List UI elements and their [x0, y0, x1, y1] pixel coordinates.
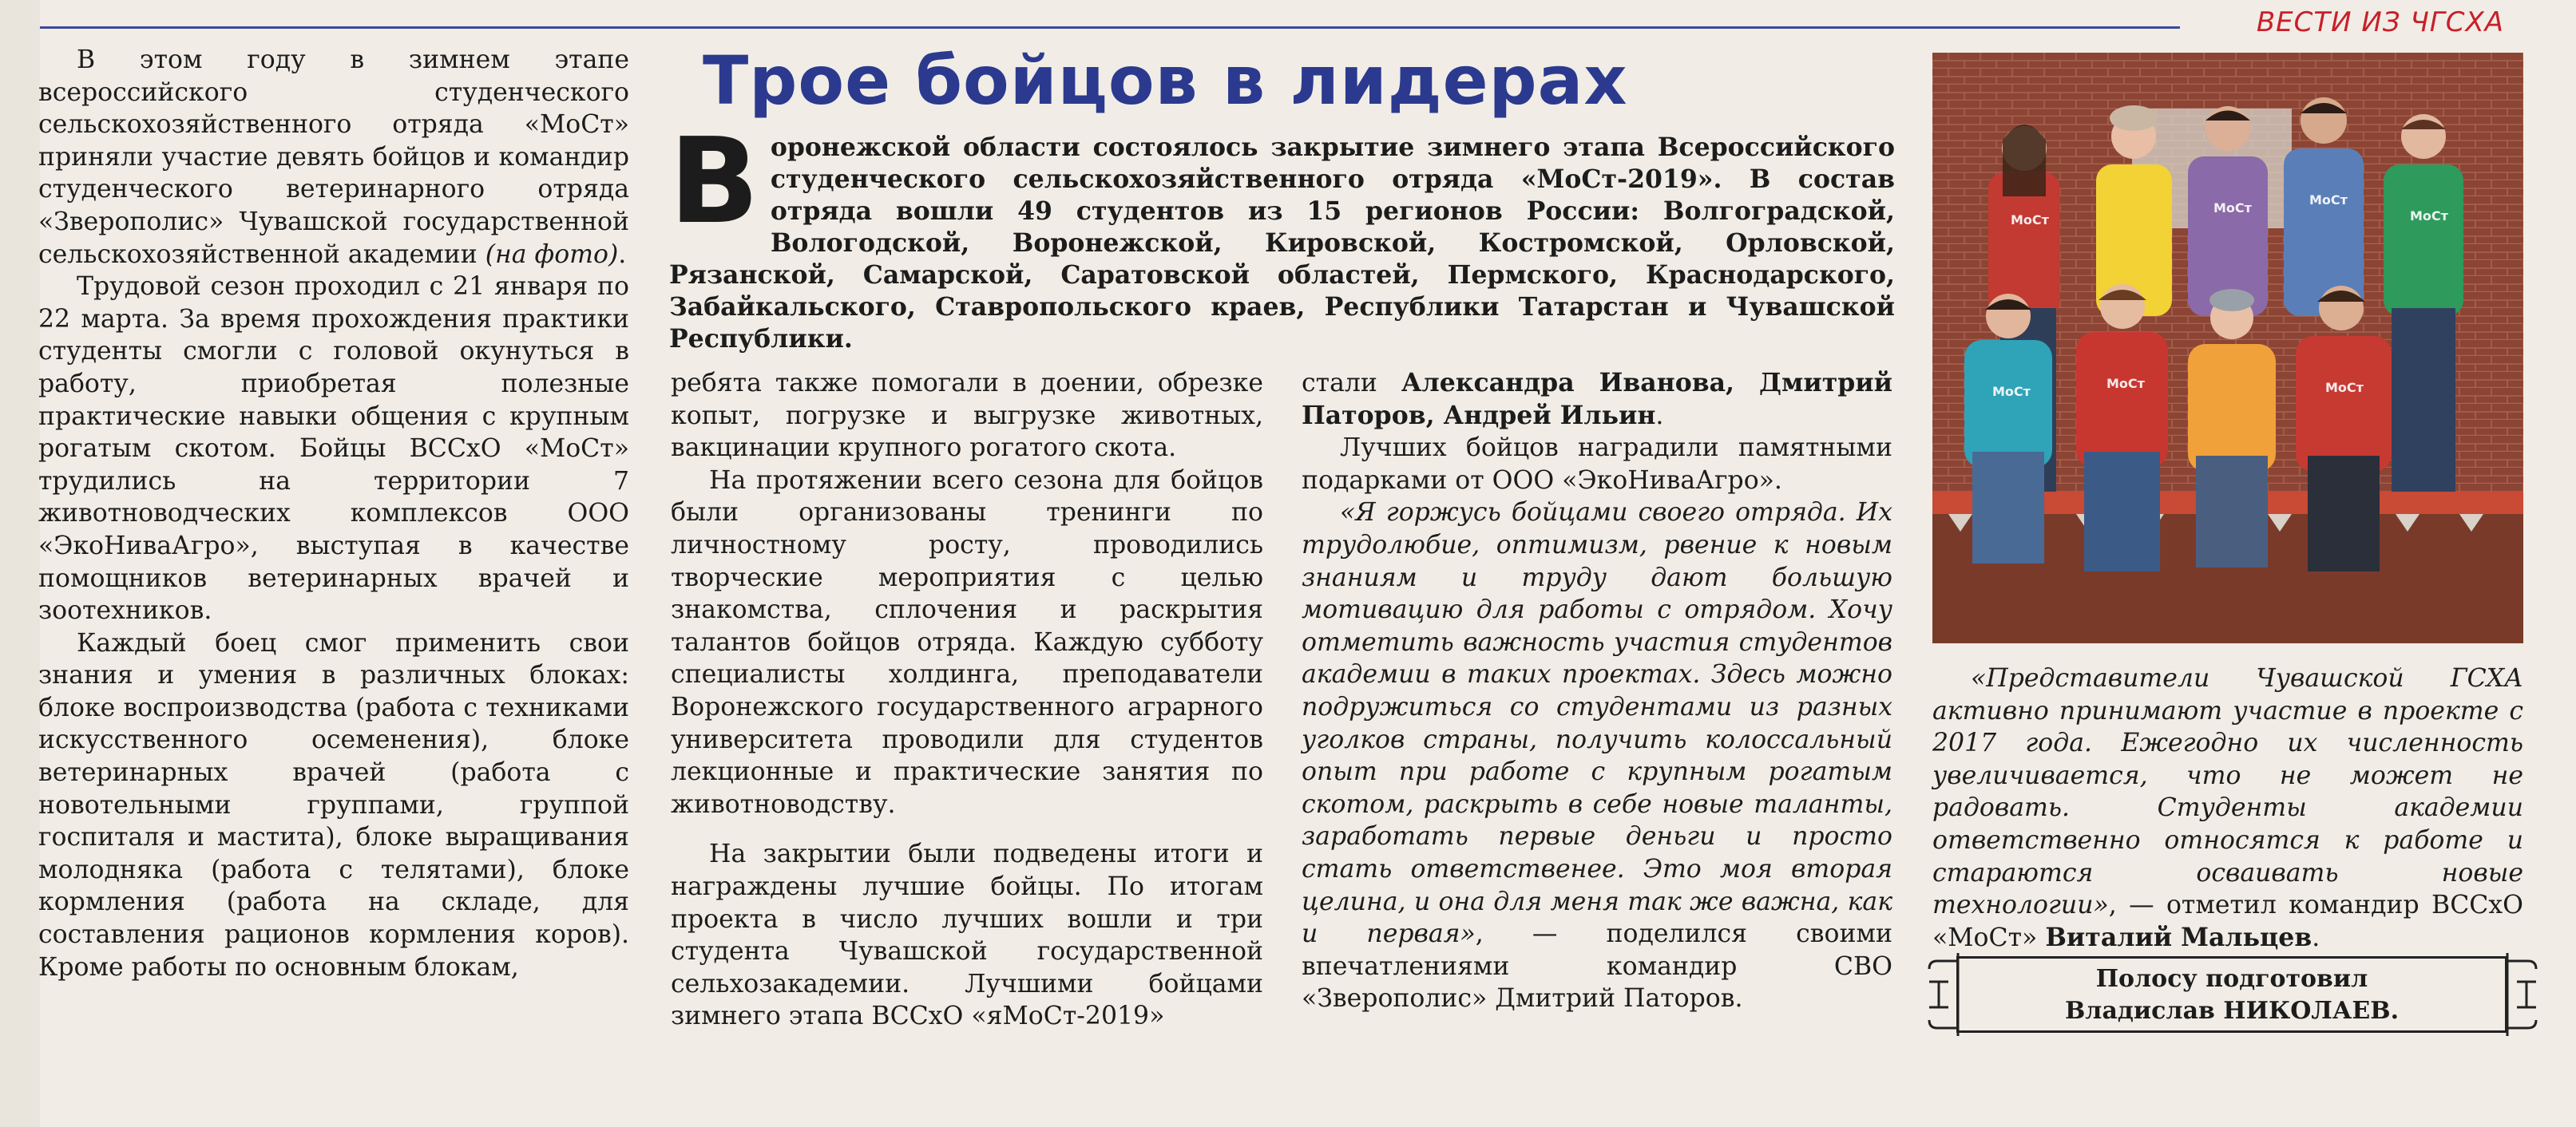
paragraph: «Я горжусь бойцами своего отряда. Их трудолюбие, оптимизм, рвение к новым знаниям и труду дают большую мотивацию для работы с отрядом. Хочу отметить важность участия студентов академии в таких проектах. Здесь можно подружиться со студентами из разных уголков страны, получить колоссальный опыт при работе с крупным рогатым скотом, раскрыть в себе новые таланты, заработать первые деньги и просто стать ответственее. Это моя вторая целина, и она для меня так же важна, как и первая», — поделился своими впечатлениями командир СВО «Зверополис» Дмитрий Паторов. [1302, 498, 1892, 1014]
article-column-3 [1302, 367, 1892, 1015]
paragraph: Лучших бойцов наградили памятными подарками от ООО «ЭкоНиваАгро». [1302, 433, 1892, 495]
byline-label: Полосу подготовил [2095, 965, 2368, 993]
photo-caption [1932, 662, 2523, 954]
left-edge-bleed [0, 0, 40, 1127]
shirt-logo: MoСт [2325, 380, 2364, 395]
shirt-logo: MoСт [2011, 212, 2049, 227]
headline: Трое бойцов в лидерах [703, 42, 1628, 120]
lead-text: оронежской области состоялось закрытие зимнего этапа Всероссийского студенческого сельскохозяйственного отряда «МоСт-2019». В состав отряда вошли 49 студентов из 15 регионов России: Волгоградской, Вологодской, Воронежской, Кировской, Костромской, Орловской, Рязанской, Самарской, Саратовской областей, Пермского, Краснодарского, Забайкальского, Ставропольского краев, Республики Татарстан и Чувашской Республики. [669, 132, 1895, 354]
byline-box [1956, 956, 2507, 1033]
paragraph: Каждый боец смог применить свои знания и умения в различных блоках: блоке воспроизводства (работа с техниками искусственного осеменения), блоке ветеринарных врачей (работа с новотельными группами, группой госпиталя и мастита), блоке выращивания молодняка (работа с телятами), блоке кормления (работа на складе, для составления рационов кормления коров). Кроме работы по основным блокам, [38, 628, 629, 982]
paragraph: В этом году в зимнем этапе всероссийского студенческого сельскохозяйственного отряда «МоСт» приняли участие девять бойцов и командир студенческого ветеринарного отряда «Зверополис» Чувашской государственной сельскохозяйственной академии (на фото). [38, 45, 629, 269]
lead-paragraph [669, 113, 1895, 355]
paragraph: ребята также помогали в доении, обрезке копыт, погрузке и выгрузке животных, вакцинации крупного рогатого скота. [671, 369, 1263, 463]
shirt-logo: MoСт [2410, 208, 2448, 223]
shirt-logo: MoСт [2213, 200, 2252, 216]
paragraph: Трудовой сезон проходил с 21 января по 22 марта. За время прохождения практики студенты смогли с головой окунуться в работу, приобретая полезные практические навыки общения с крупным рогатым скотом. Бойцы ВССхО «МоСт» трудились на территории 7 животноводческих комплексов ООО «ЭкоНиваАгро», выступая в качестве помощников ветеринарных врачей и зоотехников. [38, 272, 629, 626]
shirt-logo: MoСт [2106, 376, 2145, 391]
byline-author: Владислав НИКОЛАЕВ. [2064, 997, 2400, 1025]
section-tag: ВЕСТИ ИЗ ЧГСХА [2256, 6, 2504, 38]
caption-paragraph: «Представители Чувашской ГСХА активно принимают участие в проекте с 2017 года. Ежегодно их численность увеличивается, что не может не радовать. Студенты академии ответственно относятся к работе и стараются осваивать новые технологии», — отметил командир ВССхО «МоСт» Виталий Мальцев. [1932, 664, 2523, 952]
signature-ornament-right [2503, 950, 2539, 1039]
article-column-1 [38, 44, 629, 983]
caption-quote: «Представители Чувашской ГСХА активно принимают участие в проекте с 2017 года. Ежегодно их численность увеличивается, что не может не радовать. Студенты академии ответственно относятся к работе и стараются осваивать новые технологии» [1932, 664, 2523, 920]
top-rule [32, 26, 2180, 29]
shirt-logo: MoСт [2309, 192, 2348, 208]
group-photo [1932, 53, 2523, 643]
paragraph: На протяжении всего сезона для бойцов были организованы тренинги по личностному росту, проводились творческие мероприятия с целью знакомства, сплочения и раскрытия талантов бойцов отряда. Каждую субботу специалисты холдинга, преподаватели Воронежского государственного аграрного университета проводили для студентов лекционные и практические занятия по животноводству. [671, 465, 1263, 819]
quote: «Я горжусь бойцами своего отряда. Их трудолюбие, оптимизм, рвение к новым знаниям и труду дают большую мотивацию для работы с отрядом. Хочу отметить важность участия студентов академии в таких проектах. Здесь можно подружиться со студентами из разных уголков страны, получить колоссальный опыт при работе с крупным рогатым скотом, раскрыть в себе новые таланты, заработать первые деньги и просто стать ответственее. Это моя вторая целина, и она для меня так же важна, как и первая» [1302, 498, 1892, 949]
group-photo-image [1932, 53, 2523, 643]
shirt-logo: MoСт [1992, 384, 2031, 399]
drop-cap: В [669, 113, 759, 250]
paragraph: На закрытии были подведены итоги и награждены лучшие бойцы. По итогам проекта в число лучших вошли и три студента Чувашской государственной сельхозакадемии. Лучшими бойцами зимнего этапа ВССхО «яМоСт-2019» [671, 840, 1263, 1031]
article-column-2 [671, 367, 1263, 1033]
paragraph: стали Александра Иванова, Дмитрий Паторов, Андрей Ильин. [1302, 368, 1892, 430]
